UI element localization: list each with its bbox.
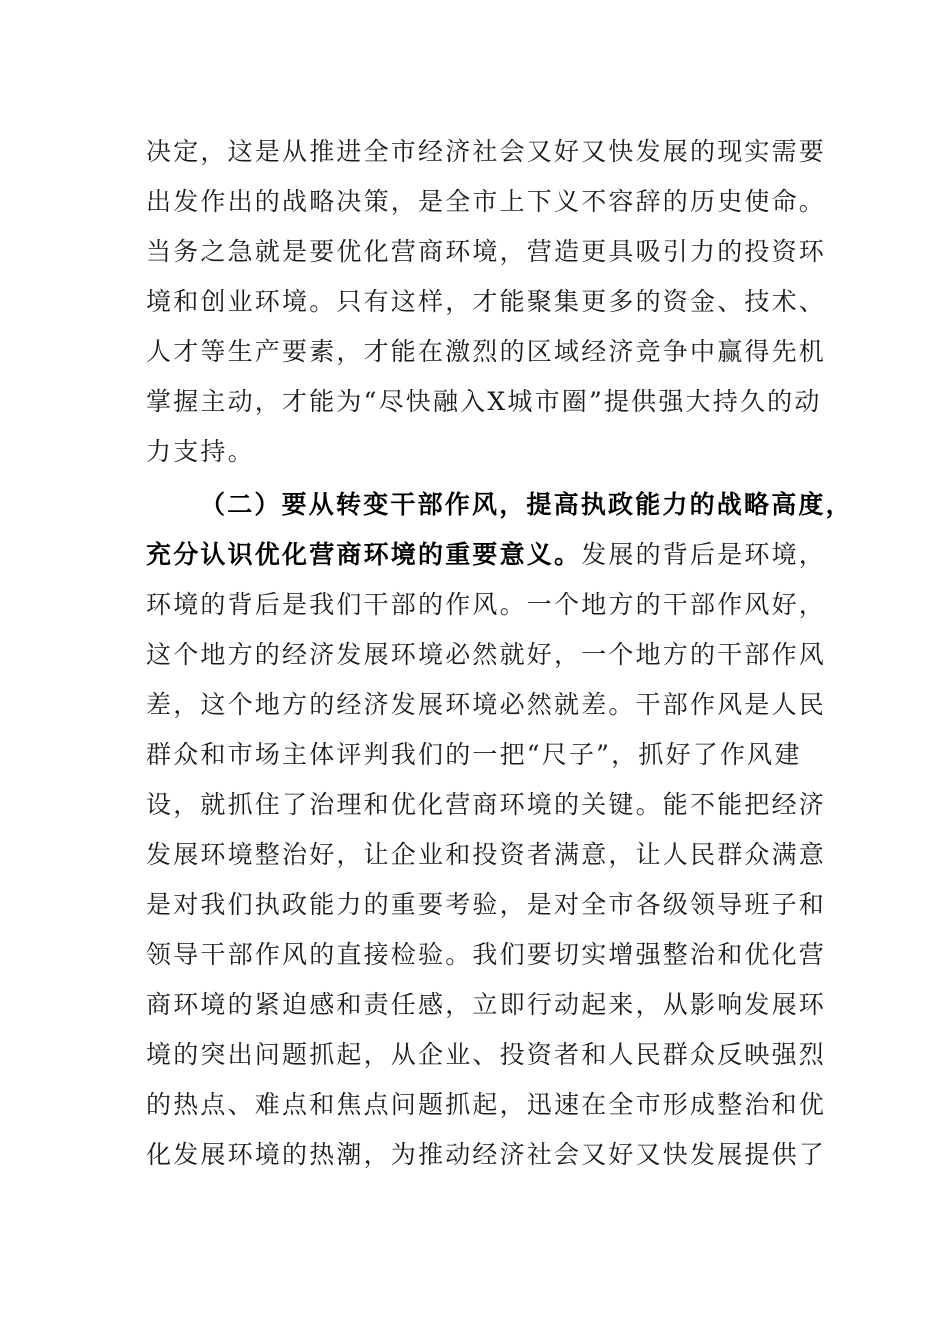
text-line: 境的突出问题抓起，从企业、投资者和人民群众反映强烈 <box>146 1040 827 1069</box>
text-line: 发展环境整治好，让企业和投资者满意，让人民群众满意 <box>146 840 827 869</box>
section-heading-continued <box>146 530 826 580</box>
text-line: 领导干部作风的直接检验。我们要切实增强整治和优化营 <box>146 940 827 969</box>
text-line: 掌握主动，才能为“尽快融入X城市圈”提供强大持久的动 <box>146 387 822 416</box>
text-line: 是对我们执政能力的重要考验，是对全市各级领导班子和 <box>146 890 827 919</box>
text-line: 的热点、难点和焦点问题抓起，迅速在全市形成整治和优 <box>146 1090 827 1119</box>
text-line: 这个地方的经济发展环境必然就好，一个地方的干部作风 <box>146 640 827 669</box>
text-line: 化发展环境的热潮，为推动经济社会又好又快发展提供了 <box>146 1140 827 1169</box>
section-heading: （二）要从转变干部作风，提高执政能力的战略高度， <box>200 490 853 519</box>
text-line: 出发作出的战略决策，是全市上下义不容辞的历史使命。 <box>146 187 827 216</box>
text-line: 差，这个地方的经济发展环境必然就差。干部作风是人民 <box>146 690 827 719</box>
text-line: 境和创业环境。只有这样，才能聚集更多的资金、技术、 <box>146 287 827 316</box>
section-heading-bold-text: 充分认识优化营商环境的重要意义。 <box>146 540 582 569</box>
text-line: 人才等生产要素，才能在激烈的区域经济竞争中赢得先机 <box>146 337 827 366</box>
text-line: 当务之急就是要优化营商环境，营造更具吸引力的投资环 <box>146 237 827 266</box>
text-line: 群众和市场主体评判我们的一把“尺子”，抓好了作风建 <box>146 740 802 769</box>
text-line: 环境的背后是我们干部的作风。一个地方的干部作风好， <box>146 590 827 619</box>
text-line: 决定，这是从推进全市经济社会又好又快发展的现实需要 <box>146 137 827 166</box>
paragraph-start-text: 发展的背后是环境， <box>581 540 827 569</box>
text-line: 设，就抓住了治理和优化营商环境的关键。能不能把经济 <box>146 790 827 819</box>
text-line: 商环境的紧迫感和责任感，立即行动起来，从影响发展环 <box>146 990 827 1019</box>
text-line: 力支持。 <box>146 437 255 466</box>
